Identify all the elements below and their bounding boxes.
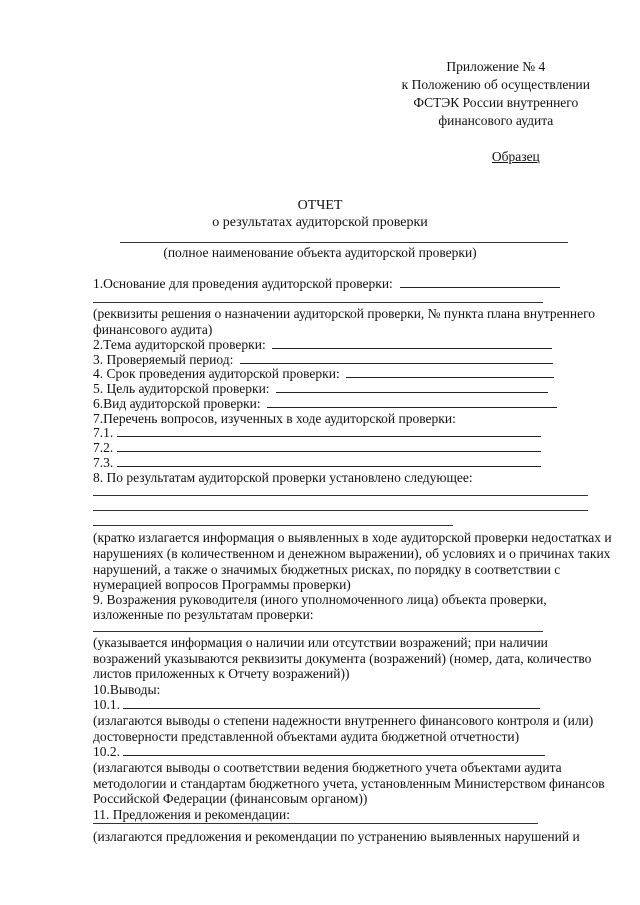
item-6-row [93, 396, 557, 412]
item-10-1-note-1: (излагаются выводы о степени надежности внутреннего финансового контроля и (или) [93, 713, 594, 728]
appendix-audit-line: финансового аудита [438, 113, 554, 128]
item-10-label: 10.Выводы: [93, 682, 161, 697]
sample-label: Образец [491, 149, 540, 164]
item-8-line-2 [93, 510, 588, 511]
item-7-2-row [93, 440, 541, 456]
item-10-1-row [93, 697, 540, 713]
item-10-2-label: 10.2. [93, 744, 120, 759]
object-name-line [120, 242, 568, 243]
item-1-row [93, 276, 560, 292]
item-9-note-3: листов приложенных к Отчету возражений)) [93, 666, 350, 681]
item-7-2-label: 7.2. [93, 440, 114, 455]
item-1-blank [400, 276, 560, 288]
item-10-1-label: 10.1. [93, 697, 120, 712]
item-1-line [93, 302, 543, 303]
item-8-line-3 [93, 525, 453, 526]
appendix-org-line: ФСТЭК России внутреннего [413, 95, 579, 110]
item-7-3-label: 7.3. [93, 455, 114, 470]
item-5-blank [276, 381, 548, 393]
item-5-label: 5. Цель аудиторской проверки: [93, 381, 270, 396]
item-8-note-4: нумерацией вопросов Программы проверки) [93, 577, 351, 592]
item-11-line [93, 823, 538, 824]
item-4-label: 4. Срок проведения аудиторской проверки: [93, 366, 340, 381]
item-9-note-2: возражений указываются реквизиты документа (возражений) (номер, дата, количество [93, 651, 592, 666]
item-2-label: 2.Тема аудиторской проверки: [93, 337, 266, 352]
item-1-note-1: (реквизиты решения о назначении аудиторской проверки, № пункта плана внутреннего [93, 306, 596, 321]
item-9-line-1: 9. Возражения руководителя (иного уполномоченного лица) объекта проверки, [93, 592, 547, 607]
item-7-1-label: 7.1. [93, 425, 114, 440]
item-7-1-row [93, 425, 541, 441]
document-subtitle: о результатах аудиторской проверки [212, 215, 428, 230]
item-7-2-blank [117, 440, 541, 452]
item-6-label: 6.Вид аудиторской проверки: [93, 396, 261, 411]
item-10-2-blank [123, 744, 545, 756]
appendix-header [402, 58, 590, 166]
item-8-note-1: (кратко излагается информация о выявленных в ходе аудиторской проверки недостатках и [93, 530, 612, 545]
item-8-line-1 [93, 495, 588, 496]
item-10-2-note-1: (излагаются выводы о соответствии ведения бюджетного учета объектами аудита [93, 760, 562, 775]
item-1-note-2: финансового аудита) [93, 322, 213, 337]
item-11-label: 11. Предложения и рекомендации: [93, 807, 291, 822]
object-name-caption: (полное наименование объекта аудиторской проверки) [163, 245, 477, 260]
item-7-label: 7.Перечень вопросов, изученных в ходе аудиторской проверки: [93, 411, 456, 426]
item-9-line-2: изложенные по результатам проверки: [93, 607, 314, 622]
item-9-note-1: (указывается информация о наличии или отсутствии возражений; при наличии [93, 635, 548, 650]
item-3-label: 3. Проверяемый период: [93, 352, 234, 367]
item-8-note-3: нарушений, а также о значимых бюджетных рисках, по порядку в соответствии с [93, 562, 561, 577]
appendix-ref-line: к Положению об осуществлении [401, 77, 590, 92]
item-8-note-2: нарушениях (в количественном и денежном выражении), об условиях и о причинах таких [93, 546, 611, 561]
item-6-blank [267, 396, 557, 408]
item-3-blank [240, 352, 553, 364]
item-10-2-note-3: Российской Федерации (финансовым органом)) [93, 791, 368, 806]
item-7-3-blank [117, 455, 541, 467]
item-11-note-1: (излагаются предложения и рекомендации по устранению выявленных нарушений и [93, 829, 580, 844]
item-7-3-row [93, 455, 541, 471]
item-10-2-row [93, 744, 545, 760]
item-7-1-blank [117, 425, 541, 437]
item-4-row [93, 366, 554, 382]
item-5-row [93, 381, 548, 397]
item-2-row [93, 337, 552, 353]
document-title: ОТЧЕТ [297, 198, 343, 213]
item-10-1-note-2: достоверности представленной объектами аудита бюджетной отчетности) [93, 729, 520, 744]
appendix-number: Приложение № 4 [446, 59, 546, 74]
item-9-line [93, 631, 543, 632]
item-4-blank [346, 366, 554, 378]
item-2-blank [272, 337, 552, 349]
item-10-1-blank [123, 697, 540, 709]
item-1-label: 1.Основание для проведения аудиторской проверки: [93, 276, 393, 291]
item-10-2-note-2: методологии и стандартам бюджетного учета, установленным Министерством финансов [93, 776, 605, 791]
item-8-label: 8. По результатам аудиторской проверки установлено следующее: [93, 470, 473, 485]
